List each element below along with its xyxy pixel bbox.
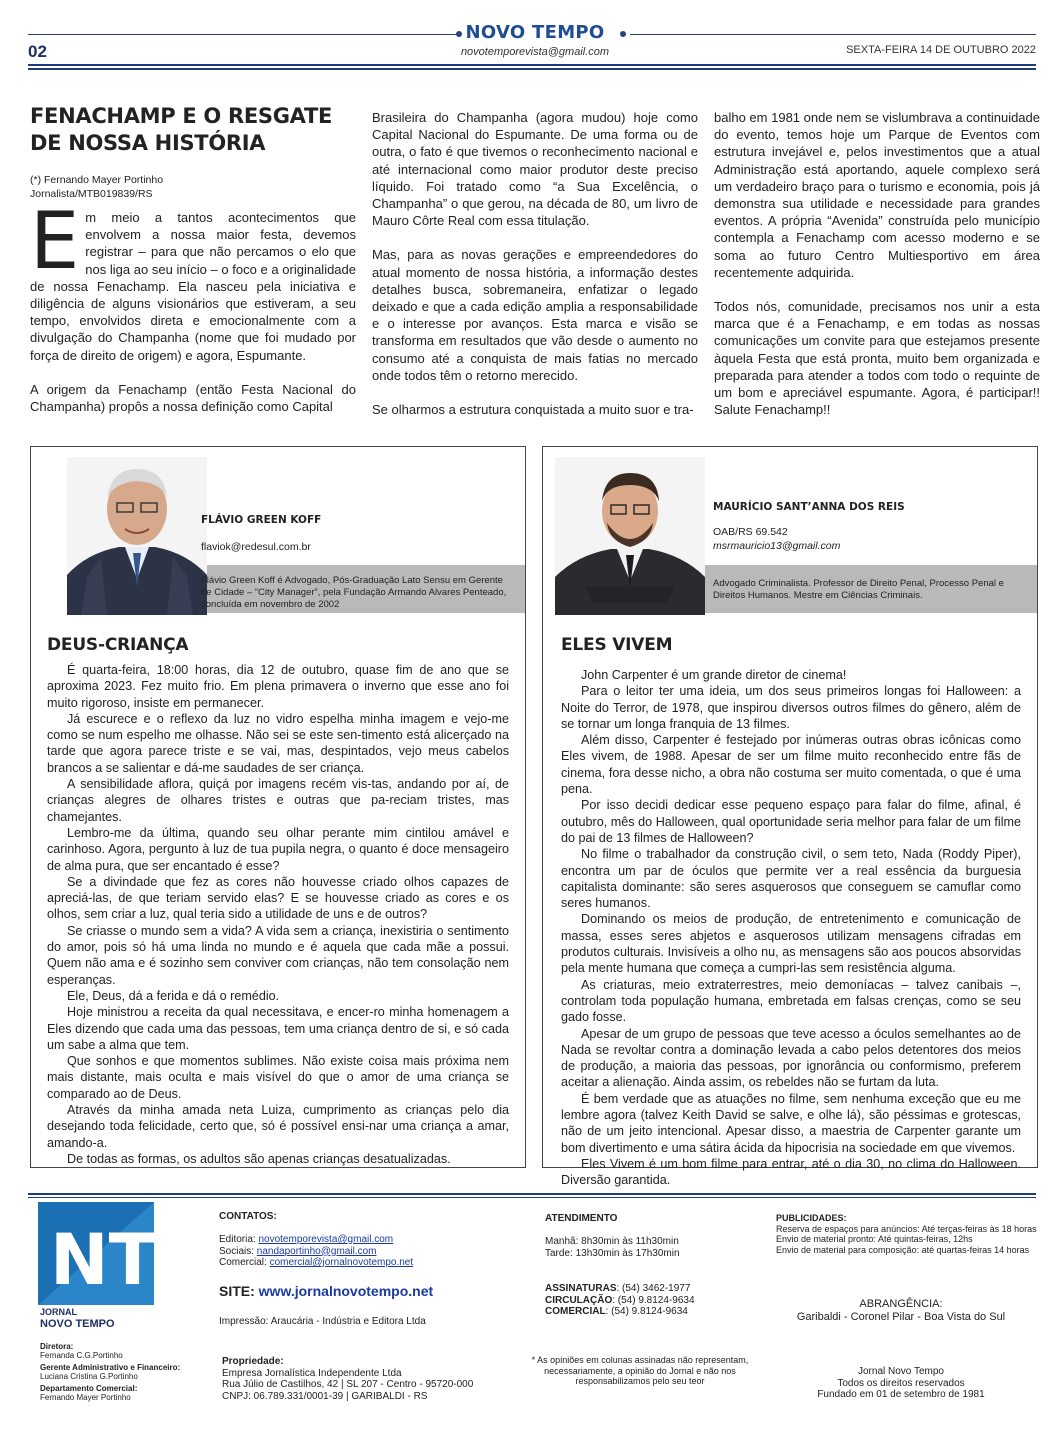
newspaper-logo	[38, 1202, 154, 1305]
contacts-list	[219, 1234, 413, 1269]
page-header	[0, 0, 1058, 70]
contact-label: Comercial:	[219, 1257, 267, 1268]
author-photo	[555, 457, 705, 615]
logo-letters: NT	[50, 1219, 154, 1301]
article-paragraph: Mas, para as novas gerações e empreendedores do atual momento de nossa história, a informação destes detalhes busca, sobremaneira, enfatizar o legado deixado e que a cada edição amplia a responsabilidade e o interesse por avanços. Esta marca e visão se transforma em resultados que vão desde o aumento no consumo até a conquista de mais fatias no mercado onde todos têm o retorno merecido.	[372, 247, 698, 383]
article-paragraph: Todos nós, comunidade, precisamos nos unir a esta marca que é a Fenachamp, e em todas as nossas comunicações um convite para que estejamos presente àquela Festa que está pronta, muito bem organizada e preparada para atender a todos com todo o requinte de um bom e apreciável espumante. Agora, é participar!! Salute Fenachamp!!	[714, 299, 1040, 418]
contacts-title: CONTATOS:	[219, 1211, 277, 1222]
contact-label: Editoria:	[219, 1234, 256, 1245]
column-paragraph: Para o leitor ter uma ideia, um dos seus primeiros longas foi Halloween: a Noite do Terror, de 1978, que inspirou diversos outros filmes do gênero, além de se tornar um longa franquia de 13 filmes.	[561, 684, 1021, 731]
ownership-block	[222, 1356, 522, 1402]
right-column-body	[561, 667, 1021, 1189]
ownership-line: CNPJ: 06.789.331/0001-39 | GARIBALDI - RS	[222, 1390, 428, 1402]
column-paragraph: As criaturas, meio extraterrestres, meio demoníacas – talvez canibais –, controlam toda população humana, embretada em falsas crenças, como se seu gado fosse.	[561, 977, 1021, 1025]
disclaimer: * As opiniões em colunas assinadas não representam, necessariamente, a opinião do Jornal e não nos responsabilizamos pelo seu teor	[531, 1355, 749, 1386]
rights-line: Fundado em 01 de setembro de 1981	[817, 1389, 985, 1400]
site-link[interactable]: www.jornalnovotempo.net	[258, 1283, 434, 1299]
article-title	[30, 103, 340, 157]
left-column-email: flaviok@redesul.com.br	[201, 541, 311, 553]
ownership-line: Empresa Jornalística Independente Ltda	[222, 1367, 402, 1379]
column-paragraph: John Carpenter é um grande diretor de cinema!	[581, 668, 847, 682]
rights-block	[776, 1366, 1026, 1401]
ownership-line: Rua Júlio de Castilhos, 42 | SL 207 - Centro - 95720-000	[222, 1379, 474, 1390]
logo-caption-small: JORNAL	[40, 1307, 78, 1317]
right-column-title: ELES VIVEM	[561, 635, 673, 655]
column-paragraph: A sensibilidade aflora, quiçá por imagens recém vis-tas, andando por aí, de crianças alegres de olhares tristes e outras que pa-reciam tristes, mas chamejantes.	[47, 777, 509, 824]
contact-sociais	[219, 1246, 413, 1258]
advertising-block	[776, 1213, 1037, 1255]
staff-role: Gerente Administrativo e Financeiro:	[40, 1363, 181, 1372]
site-label: SITE:	[219, 1283, 255, 1299]
header-email: novotemporevista@gmail.com	[460, 46, 610, 58]
article-column-3	[714, 109, 1040, 418]
article-column-2	[372, 109, 698, 418]
ownership-title: Propriedade:	[222, 1356, 284, 1367]
service-hours-line: Manhã: 8h30min às 11h30min	[545, 1236, 679, 1247]
phone-label: CIRCULAÇÃO	[545, 1294, 613, 1306]
editoria-email-link[interactable]: novotemporevista@gmail.com	[258, 1234, 394, 1245]
article-paragraph: Brasileira do Champanha (agora mudou) hoje como Capital Nacional do Espumante. De uma forma ou de outra, o fato é que tivemos o reconhecimento nacional e até internacional como maior produtor deste preciso líquido. Foi tratado como “a Sua Excelência, o Champanha” o que gerou, na década de 80, um livro de Mauro Côrte Real com essa titulação.	[372, 110, 698, 229]
phone-list	[545, 1283, 695, 1318]
article-paragraph: Se olharmos a estrutura conquistada a muito suor e tra-	[372, 402, 694, 418]
staff-name: Fernando Mayer Portinho	[40, 1393, 131, 1402]
column-paragraph: Lembro-me da última, quando seu olhar perante mim cintilou amável e carinhoso. Agora, pergunto à luz de tua pupila negra, o quanto é doce mensageiro de alma pura, que ser encantado é esse?	[47, 825, 509, 873]
advertising-line: Envio de material para composição: até quartas-feiras 14 horas	[776, 1244, 1030, 1255]
article-paragraph: A origem da Fenachamp (então Festa Nacional do Champanha) propôs a nossa definição como Capital	[30, 381, 356, 415]
column-paragraph: Hoje ministrou a receita da qual necessitava, e encer-ro minha homenagem a Eles dizendo que cada uma das pessoas, tem uma criança dentro de si, e só cada um sabe a alma que tem.	[47, 1005, 509, 1052]
header-line-left	[28, 34, 458, 35]
logo-caption-big: NOVO TEMPO	[40, 1318, 115, 1330]
article-column-1	[30, 197, 356, 415]
author-photo	[67, 457, 207, 615]
staff-role: Departamento Comercial:	[40, 1384, 138, 1393]
column-paragraph: É bem verdade que as atuações no filme, sem nenhuma exceção que eu me lembre agora (talvez Keith David se salve, e olhe lá), são péssimas e grotescas, não de um jeito intencional. Apesar disso, a maestria de Carpenter garante um bom divertimento e uma sátira ácida da hipocrisia na sociedade em que vivemos.	[561, 1091, 1021, 1155]
column-paragraph: No filme o trabalhador da construção civil, o sem teto, Nada (Roddy Piper), encontra um par de óculos que permite ver a real essência da burguesia capitalista dominante: são seres asquerosos que conseguem se camuflar como seres humanos.	[561, 847, 1021, 911]
column-paragraph: Dominando os meios de produção, de entretenimento e comunicação de massa, esses seres abjetos e asquerosos utilizam mensagens cifradas em produtos culturais. Invisíveis a olho nu, as mensagens são aos poucos absorvidas pela mente humana que começa a cumpri-las sem resistência alguma.	[561, 912, 1021, 976]
header-rule	[28, 64, 1036, 66]
footer-rule	[28, 1193, 1036, 1195]
column-paragraph: Se a divindade que fez as cores não houvesse criado olhos capazes de apreciá-las, de que teriam servido elas? E se houvesse criado as cores e os olhos, sem criar a luz, qual teria sido a utilidade de uns e de outros?	[47, 874, 509, 922]
printing-info: Impressão: Araucária - Indústria e Editora Ltda	[219, 1316, 426, 1327]
left-column-bio: Flávio Green Koff é Advogado, Pós-Graduação Lato Sensu em Gerente de Cidade – “City Manager”, pela Fundação Armando Alvares Penteado, concluída em novembro de 2002	[201, 575, 507, 610]
site-line	[219, 1283, 433, 1299]
staff-role: Diretora:	[40, 1342, 74, 1351]
staff-entry	[40, 1342, 210, 1360]
column-paragraph: É quarta-feira, 18:00 horas, dia 12 de outubro, quase fim de ano que se aproxima 2023. Fez muito frio. Em plena primavera o inverno que esse ano foi muito rigoroso, insiste em permanecer.	[47, 663, 509, 710]
coverage-title: ABRANGÊNCIA:	[859, 1298, 943, 1310]
advertising-line: Reserva de espaços para anúncios: Até terças-feiras às 18 horas	[776, 1223, 1037, 1234]
column-paragraph: Por isso decidi dedicar esse pequeno espaço para falar do filme, afinal, é outubro, mês do Halloween, qual oportunidade seria melhor para falar de um filme do pai de 13 filmes de Halloween?	[561, 798, 1021, 845]
column-paragraph: Eles Vivem é um bom filme para entrar, até o dia 30, no clima do Halloween. Diversão garantida.	[561, 1156, 1021, 1188]
staff-name: Fernanda C.G.Portinho	[40, 1351, 123, 1360]
service-hours-line: Tarde: 13h30min às 17h30min	[545, 1247, 680, 1259]
staff-entry	[40, 1363, 210, 1381]
phone-value: : (54) 9.8124-9634	[605, 1306, 688, 1317]
contact-comercial	[219, 1257, 413, 1269]
coverage-cities: Garibaldi - Coronel Pilar - Boa Vista do Sul	[796, 1311, 1006, 1323]
phone-entry	[545, 1283, 695, 1295]
contact-label: Sociais:	[219, 1245, 255, 1257]
advertising-line: Envio de material pronto: Até quintas-feiras, 12hs	[776, 1234, 973, 1244]
author-portrait-illustration	[555, 457, 705, 615]
column-paragraph: Através da minha amada neta Luiza, cumprimento as crianças pelo dia desejando toda felicidade, certo que, só é possível ensi-nar uma criança a amar, amando-a.	[47, 1103, 509, 1150]
phone-value: : (54) 3462-1977	[616, 1283, 691, 1294]
footer-rule-2	[28, 1197, 1036, 1198]
phone-entry	[545, 1295, 695, 1307]
right-column-bio: Advogado Criminalista. Professor de Direito Penal, Processo Penal e Direitos Humanos. Mestre em Ciências Criminais.	[713, 578, 1004, 601]
sociais-email-link[interactable]: nandaportinho@gmail.com	[256, 1245, 377, 1257]
rights-line: Jornal Novo Tempo	[858, 1366, 944, 1377]
column-paragraph: Ele, Deus, dá a ferida e dá o remédio.	[67, 988, 280, 1003]
byline-credential: Jornalista/MTB019839/RS	[30, 188, 153, 200]
column-paragraph: De todas as formas, os adultos são apenas crianças desatualizadas.	[67, 1151, 451, 1166]
staff-name: Luciana Cristina G.Portinho	[40, 1372, 138, 1381]
page-number: 02	[28, 42, 47, 61]
left-column-author: FLÁVIO GREEN KOFF	[201, 514, 322, 526]
phone-entry	[545, 1306, 695, 1318]
masthead: NOVO TEMPO	[465, 22, 605, 43]
comercial-email-link[interactable]: comercial@jornalnovotempo.net	[269, 1257, 414, 1268]
column-paragraph: Apesar de um grupo de pessoas que teve acesso a óculos semelhantes ao de Nada se revoltar contra a dominação levada a cabo pelos detentores dos meios de produção, a maioria das pessoas, por ignorância ou conformismo, preferem aceitar a alienação. Ainda assim, os rebeldes não se furtam da luta.	[561, 1026, 1021, 1090]
staff-entry	[40, 1384, 210, 1402]
logo-nt-icon	[38, 1202, 154, 1305]
right-column-oab: OAB/RS 69.542	[713, 526, 788, 538]
phone-value: : (54) 9.8124-9634	[612, 1294, 695, 1306]
left-column-title: DEUS-CRIANÇA	[47, 635, 189, 655]
article-title-line-1: FENACHAMP E O RESGATE	[30, 104, 333, 128]
phone-label: ASSINATURAS	[545, 1283, 617, 1294]
article-title-line-2: DE NOSSA HISTÓRIA	[30, 131, 266, 155]
phone-label: COMERCIAL	[545, 1306, 606, 1317]
service-hours	[545, 1236, 680, 1259]
contact-editoria	[219, 1234, 413, 1246]
byline-author: (*) Fernando Mayer Portinho	[30, 174, 164, 186]
header-date: SEXTA-FEIRA 14 DE OUTUBRO 2022	[846, 44, 1036, 56]
article-paragraph-text: m meio a tantos acontecimentos que envolvem a nossa maior festa, devemos registrar – para que não percamos o elo que nos liga ao seu início – o foco e a originalidade de nossa Fenachamp. Ela nasceu pela iniciativa e diligência de alguns visionários que estiveram, a seu tempo, envolvidos direta e emocionalmente com a divulgação do Champanha (nome que foi mudado por força de direito de origem) e agora, Espumante.	[30, 210, 356, 363]
header-line-right	[630, 34, 1036, 35]
opinion-box-right	[542, 446, 1038, 1188]
right-column-email: msrmauricio13@gmail.com	[713, 540, 841, 552]
header-rule-2	[28, 68, 1036, 70]
service-title: ATENDIMENTO	[545, 1213, 618, 1224]
column-paragraph: Se criasse o mundo sem a vida? A vida sem a criança, inexistiria o sentimento do amor, pois só há uma linda no mundo e é aquela que cada mãe a possui. Quem não ama e é sozinho sem conviver com crianças, não tem consolação nem esperanças.	[47, 923, 509, 987]
right-column-author: MAURÍCIO SANT’ANNA DOS REIS	[713, 501, 905, 513]
left-column-body	[47, 662, 509, 1167]
advertising-title: PUBLICIDADES:	[776, 1213, 847, 1223]
article-paragraph: balho em 1981 onde nem se vislumbrava a continuidade do evento, temos hoje um Parque de Eventos com estrutura invejável e, pelos investimentos que a atual Administração está aportando, aquele complexo será um verdadeiro braço para o turismo e economia, pois já demonstra sua utilidade e necessidade para grandes eventos. A própria “Avenida” construída pelo município contempla a Fenachamp com acesso moderno e se soma ao futuro Centro Multiesportivo em área recentemente adquirida.	[714, 110, 1040, 280]
column-paragraph: Que sonhos e que momentos sublimes. Não existe coisa mais próxima nem mais distante, mais oculta e mais visível do que o amor de uma criança se comparado ao de Deus.	[47, 1054, 509, 1101]
drop-cap: E	[30, 197, 80, 287]
rights-line: Todos os direitos reservados	[837, 1377, 965, 1389]
column-paragraph: Já escurece e o reflexo da luz no vidro espelha minha imagem e vejo-me como se num espelho me olhasse. Não sei se este sen-timento está alicerçado na tarde que agora parece triste e se vai, mas, despintados, vejo meus cabelos brancos a se salientar e dá-me saudades de ser criança.	[47, 711, 509, 775]
author-portrait-illustration	[67, 457, 207, 615]
article-paragraph	[30, 197, 356, 364]
staff-list	[40, 1342, 210, 1402]
opinion-box-left	[30, 446, 526, 1168]
column-paragraph: Além disso, Carpenter é festejado por inúmeras outras obras icônicas como Eles vivem, de 1988. Apesar de ser um filme muito reconhecido entre fãs de cinema, fora desse nicho, a obra não costuma ser muito comentada, o que é uma pena.	[561, 733, 1021, 797]
coverage-block	[776, 1298, 1026, 1324]
